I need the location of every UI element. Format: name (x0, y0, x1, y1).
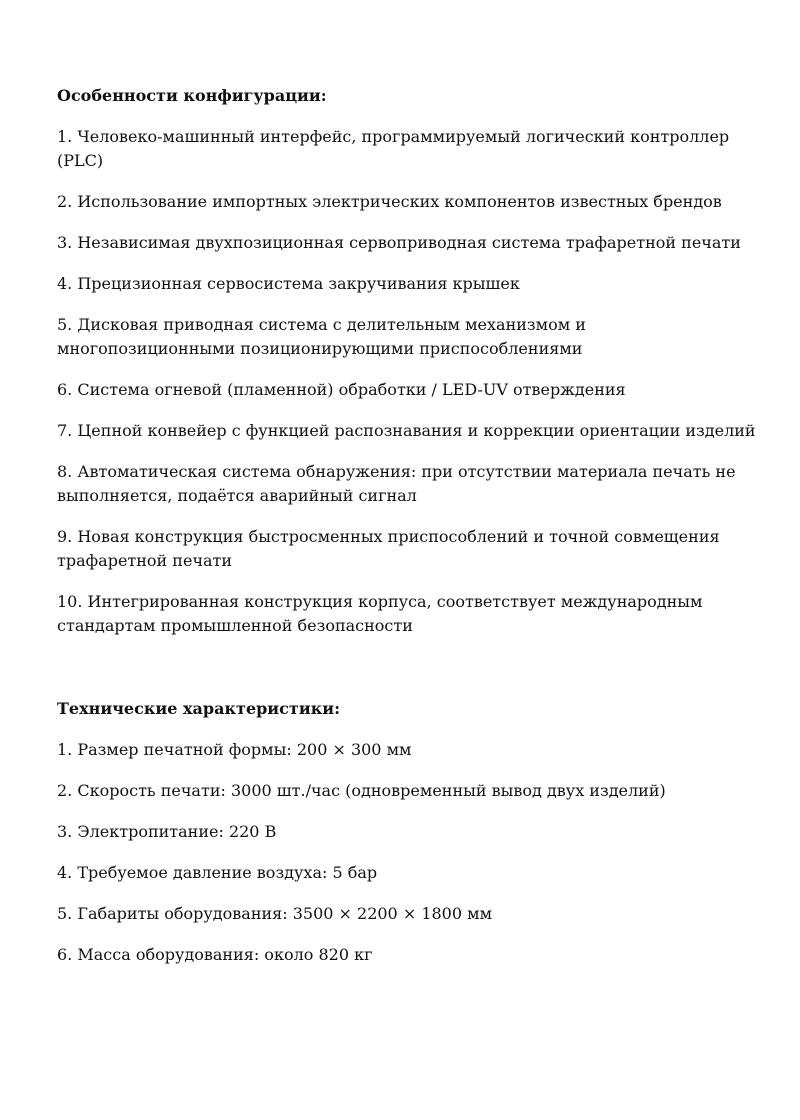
config-feature-item: 10. Интегрированная конструкция корпуса, соответствует международным стандартам промышленной безопасности (57, 592, 703, 635)
config-features-list (57, 125, 769, 638)
config-feature-item: 5. Дисковая приводная система с делительным механизмом и многопозиционными позиционирующими приспособлениями (57, 315, 586, 358)
config-feature-item: 7. Цепной конвейер с функцией распознавания и коррекции ориентации изделий (57, 421, 756, 440)
config-feature-item: 1. Человеко-машинный интерфейс, программируемый логический контроллер (PLC) (57, 127, 730, 170)
spec-item: 3. Электропитание: 220 В (57, 822, 277, 841)
section-divider-space (57, 655, 769, 697)
config-feature-item: 2. Использование импортных электрических компонентов известных брендов (57, 192, 722, 211)
spec-item: 2. Скорость печати: 3000 шт./час (одновременный вывод двух изделий) (57, 781, 666, 800)
spec-list (57, 738, 769, 967)
config-feature-item: 8. Автоматическая система обнаружения: при отсутствии материала печать не выполняется, подаётся аварийный сигнал (57, 462, 736, 505)
spec-section-title: Технические характеристики: (57, 699, 341, 718)
config-feature-item: 4. Прецизионная сервосистема закручивания крышек (57, 274, 520, 293)
config-feature-item: 9. Новая конструкция быстросменных приспособлений и точной совмещения трафаретной печати (57, 527, 720, 570)
config-section-title: Особенности конфигурации: (57, 86, 327, 105)
spec-item: 1. Размер печатной формы: 200 × 300 мм (57, 740, 412, 759)
config-feature-item: 3. Независимая двухпозиционная сервоприводная система трафаретной печати (57, 233, 741, 252)
spec-item: 6. Масса оборудования: около 820 кг (57, 945, 373, 964)
spec-item: 4. Требуемое давление воздуха: 5 бар (57, 863, 378, 882)
spec-item: 5. Габариты оборудования: 3500 × 2200 × 1800 мм (57, 904, 493, 923)
config-feature-item: 6. Система огневой (пламенной) обработки / LED-UV отверждения (57, 380, 626, 399)
document-content (57, 84, 769, 984)
